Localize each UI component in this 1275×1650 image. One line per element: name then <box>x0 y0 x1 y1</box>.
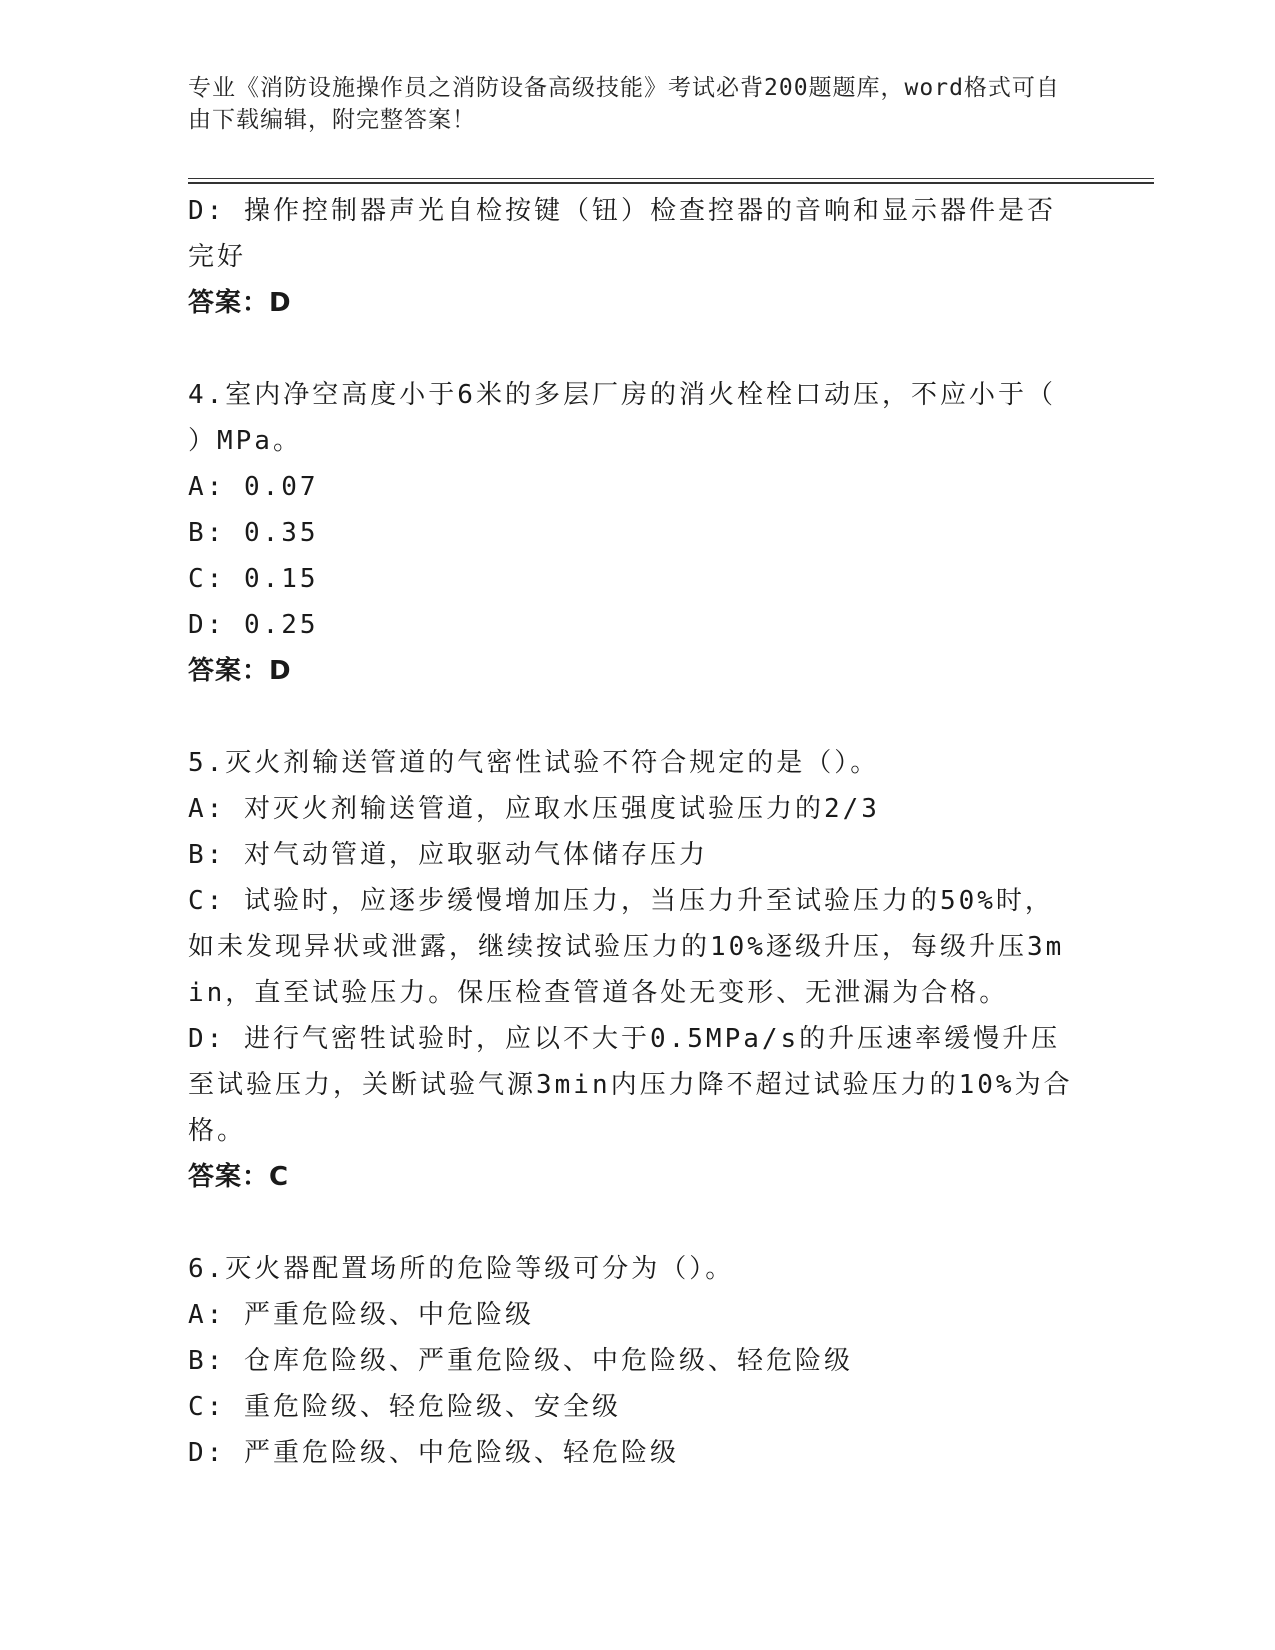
header-rule-thick <box>188 182 1154 184</box>
spacer <box>188 694 1078 740</box>
spacer <box>188 326 1078 372</box>
question-stem: 6.灭火器配置场所的危险等级可分为（）。 <box>188 1254 735 1284</box>
question-4 <box>188 372 1078 694</box>
option-c: C: 0.15 <box>188 564 319 594</box>
question-stem: 4.室内净空高度小于6米的多层厂房的消火栓栓口动压，不应小于（ ）MPa。 <box>188 380 1056 456</box>
option-d: D: 严重危险级、中危险级、轻危险级 <box>188 1438 679 1468</box>
question-5 <box>188 740 1078 1200</box>
option-d: D: 操作控制器声光自检按键（钮）检查控器的音响和显示器件是否完好 <box>188 196 1056 272</box>
header-rule-thin <box>188 178 1154 179</box>
answer-label: 答案：C <box>188 1162 290 1192</box>
answer-label: 答案：D <box>188 656 292 686</box>
option-c: C: 试验时，应逐步缓慢增加压力，当压力升至试验压力的50%时，如未发现异状或泄露，继续按试验压力的10%逐级升压，每级升压3min，直至试验压力。保压检查管道各处无变形、无泄漏为合格。 <box>188 886 1065 1008</box>
question-3-tail <box>188 188 1078 326</box>
option-d: D: 0.25 <box>188 610 319 640</box>
option-a: A: 对灭火剂输送管道，应取水压强度试验压力的2/3 <box>188 794 880 824</box>
option-b: B: 0.35 <box>188 518 319 548</box>
spacer <box>188 1200 1078 1246</box>
document-header: 专业《消防设施操作员之消防设备高级技能》考试必背200题题库，word格式可自由下载编辑，附完整答案！ <box>188 75 1060 133</box>
answer-label: 答案：D <box>188 288 292 318</box>
question-list <box>188 188 1078 1476</box>
option-d: D: 进行气密牲试验时，应以不大于0.5MPa/s的升压速率缓慢升压至试验压力，关断试验气源3min内压力降不超过试验压力的10%为合格。 <box>188 1024 1073 1146</box>
option-a: A: 0.07 <box>188 472 319 502</box>
option-c: C: 重危险级、轻危险级、安全级 <box>188 1392 621 1422</box>
question-6 <box>188 1246 1078 1476</box>
option-a: A: 严重危险级、中危险级 <box>188 1300 534 1330</box>
option-b: B: 仓库危险级、严重危险级、中危险级、轻危险级 <box>188 1346 853 1376</box>
option-b: B: 对气动管道，应取驱动气体储存压力 <box>188 840 708 870</box>
question-stem: 5.灭火剂输送管道的气密性试验不符合规定的是（）。 <box>188 748 880 778</box>
